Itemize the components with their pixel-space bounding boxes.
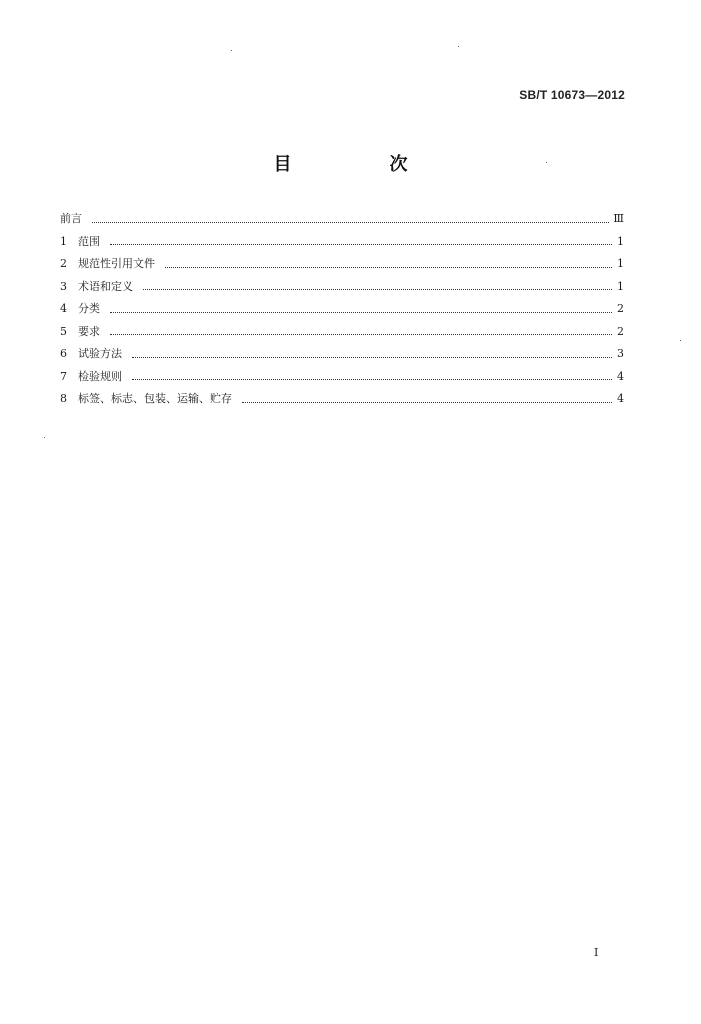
page-number: Ⅰ (594, 946, 599, 959)
toc-entry-label: 术语和定义 (78, 279, 133, 293)
toc-entry-label: 分类 (78, 302, 100, 315)
toc-leader-dots (132, 357, 612, 358)
toc-entry-label: 前言 (60, 212, 82, 225)
toc-entry-requirements[interactable] (60, 321, 624, 344)
table-of-contents (60, 208, 624, 411)
toc-entry-page: 1 (617, 279, 624, 293)
toc-entry-number: 2 (60, 257, 67, 270)
toc-entry-terms-definitions[interactable] (60, 276, 624, 299)
toc-leader-dots (110, 334, 612, 335)
toc-entry-page: 2 (617, 324, 624, 338)
toc-leader-dots (92, 222, 609, 223)
toc-entry-page: 3 (617, 347, 624, 360)
scan-speck (44, 437, 45, 438)
toc-leader-dots (165, 267, 612, 268)
toc-entry-number: 7 (60, 369, 67, 383)
toc-entry-label: 要求 (78, 324, 100, 338)
toc-title: 目 次 (273, 154, 448, 175)
toc-entry-number: 5 (60, 324, 67, 338)
scan-speck (458, 46, 459, 47)
scan-speck (680, 340, 681, 341)
toc-entry-inspection-rules[interactable] (60, 366, 624, 389)
toc-entry-scope[interactable] (60, 231, 624, 254)
toc-entry-page: 4 (617, 392, 624, 405)
toc-entry-label: 范围 (78, 234, 100, 248)
toc-leader-dots (143, 289, 612, 290)
toc-entry-number: 3 (60, 279, 67, 293)
toc-entry-foreword[interactable] (60, 208, 624, 231)
toc-entry-classification[interactable] (60, 298, 624, 321)
toc-leader-dots (110, 312, 612, 313)
toc-leader-dots (242, 402, 612, 403)
toc-entry-number: 1 (60, 234, 67, 248)
toc-entry-label: 规范性引用文件 (78, 257, 155, 270)
toc-entry-number: 6 (60, 347, 67, 360)
toc-entry-page: 1 (617, 234, 624, 248)
toc-entry-labeling-packaging[interactable] (60, 388, 624, 411)
toc-entry-label: 标签、标志、包装、运输、贮存 (78, 392, 232, 405)
scan-speck (546, 162, 547, 163)
toc-entry-number: 4 (60, 302, 67, 315)
toc-entry-page: Ⅲ (613, 212, 624, 225)
toc-leader-dots (110, 244, 612, 245)
toc-entry-normative-references[interactable] (60, 253, 624, 276)
toc-entry-label: 试验方法 (78, 347, 122, 360)
toc-entry-page: 1 (617, 257, 624, 270)
toc-leader-dots (132, 379, 612, 380)
scan-speck (231, 50, 232, 51)
toc-entry-label: 检验规则 (78, 369, 122, 383)
toc-entry-page: 4 (617, 369, 624, 383)
toc-entry-number: 8 (60, 392, 67, 405)
toc-entry-test-methods[interactable] (60, 343, 624, 366)
standard-number: SB/T 10673—2012 (519, 88, 625, 102)
toc-entry-page: 2 (617, 302, 624, 315)
